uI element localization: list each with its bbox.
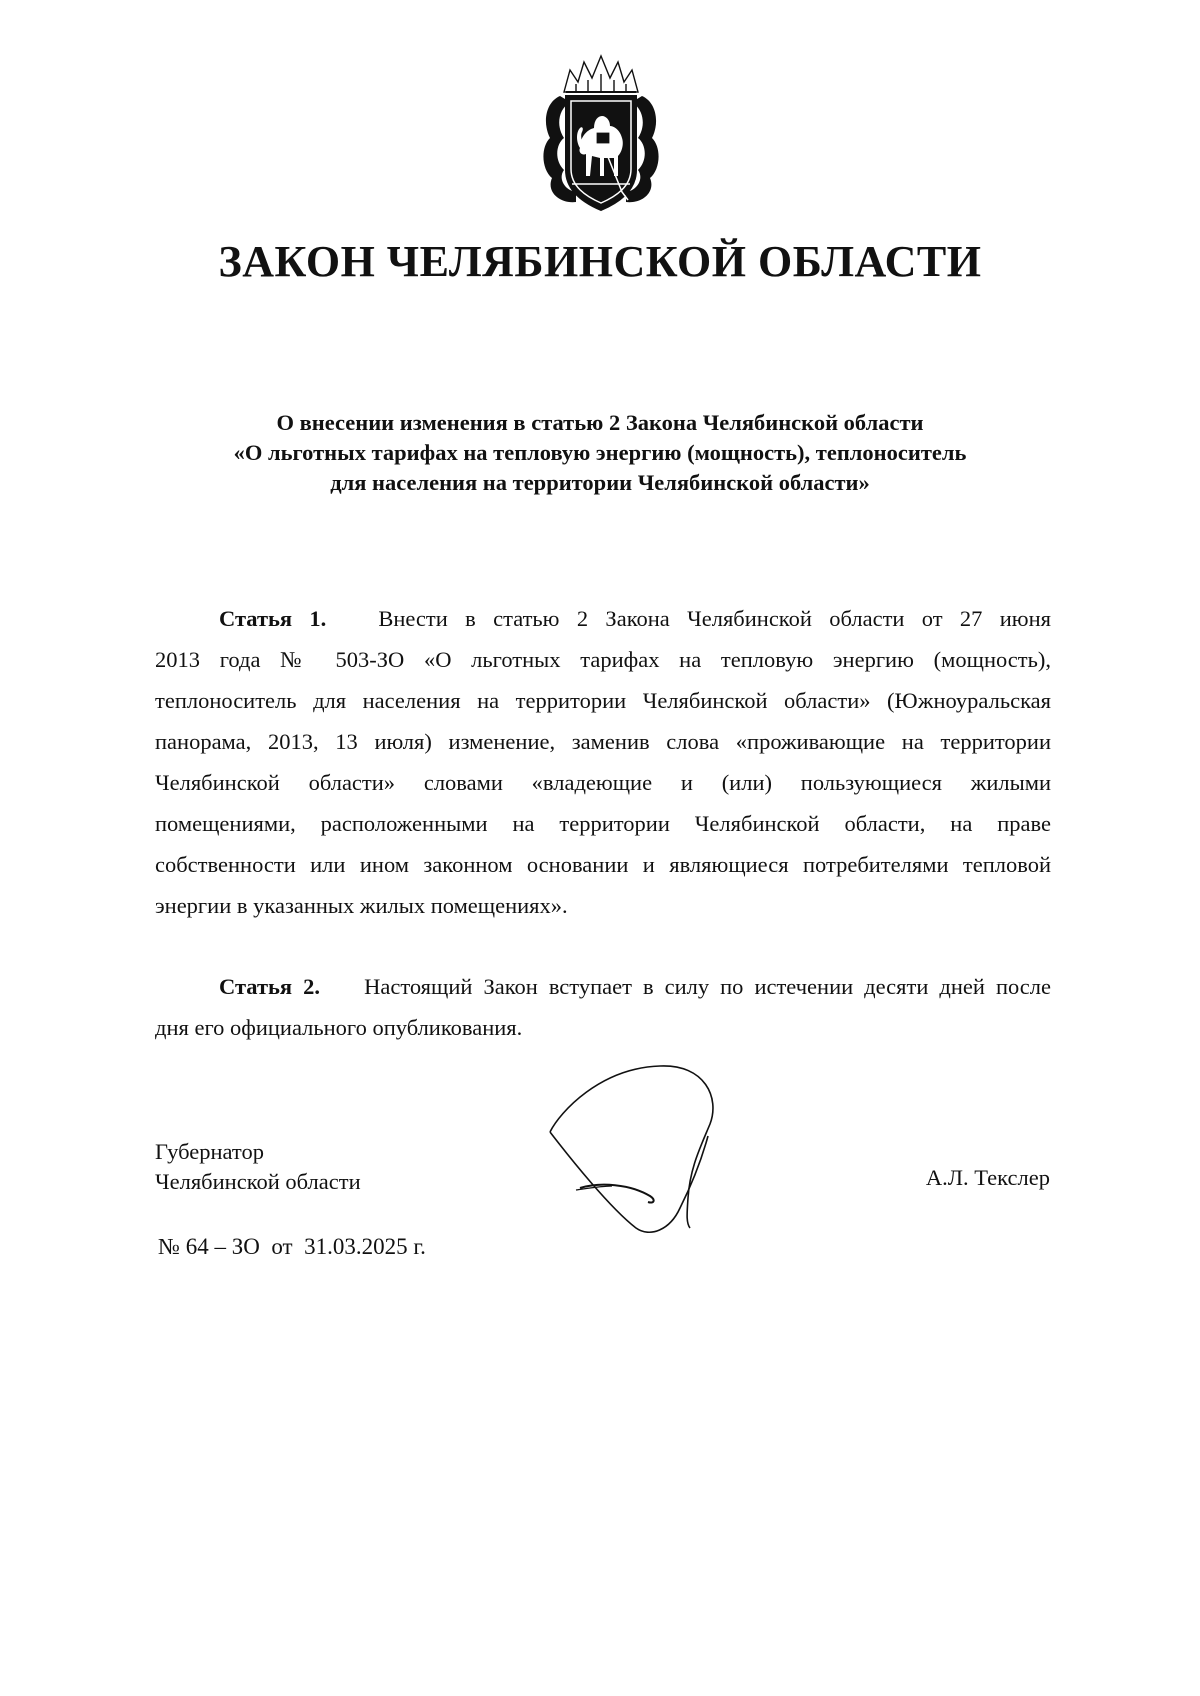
subtitle-line: для населения на территории Челябинской области»	[330, 470, 870, 495]
article-2-line: дня его официального опубликования.	[155, 1015, 523, 1040]
article-2-line-0: Настоящий Закон вступает в силу по истечении десяти дней после	[364, 974, 1052, 999]
article-2-label: Статья 2.	[219, 974, 320, 999]
article-line	[155, 598, 1051, 639]
governor-title	[155, 1137, 361, 1197]
subtitle-line: О внесении изменения в статью 2 Закона Челябинской области	[276, 410, 924, 435]
article-2	[155, 966, 1051, 1048]
law-number-date: № 64 – ЗО от 31.03.2025 г.	[158, 1234, 426, 1259]
article-1-line: панорама, 2013, 13 июля) изменение, заменив слова «проживающие на территории	[155, 729, 1051, 754]
article-1-line: помещениями, расположенными на территории Челябинской области, на праве	[155, 811, 1051, 836]
coat-of-arms-emblem	[536, 52, 666, 214]
article-line	[155, 966, 1051, 1007]
handwritten-signature-icon	[540, 1058, 730, 1238]
article-1	[155, 598, 1051, 926]
article-1-line: теплоноситель для населения на территории Челябинской области» (Южноуральская	[155, 688, 1051, 713]
subtitle-line: «О льготных тарифах на тепловую энергию (мощность), теплоноситель	[233, 440, 967, 465]
article-1-label: Статья 1.	[219, 606, 327, 631]
governor-name: А.Л. Текслер	[925, 1165, 1050, 1190]
article-1-line-0: Внести в статью 2 Закона Челябинской области от 27 июня	[378, 606, 1051, 631]
law-title: ЗАКОН ЧЕЛЯБИНСКОЙ ОБЛАСТИ	[218, 237, 982, 286]
article-1-line: Челябинской области» словами «владеющие и (или) пользующиеся жилыми	[155, 770, 1051, 795]
law-subtitle	[150, 408, 1050, 498]
article-1-line: энергии в указанных жилых помещениях».	[155, 893, 568, 918]
governor-position-line: Губернатор	[155, 1139, 264, 1164]
governor-position-line: Челябинской области	[155, 1169, 361, 1194]
article-1-line: собственности или ином законном основании и являющиеся потребителями тепловой	[155, 852, 1051, 877]
article-1-line: 2013 года № 503-ЗО «О льготных тарифах на тепловую энергию (мощность),	[155, 647, 1051, 672]
